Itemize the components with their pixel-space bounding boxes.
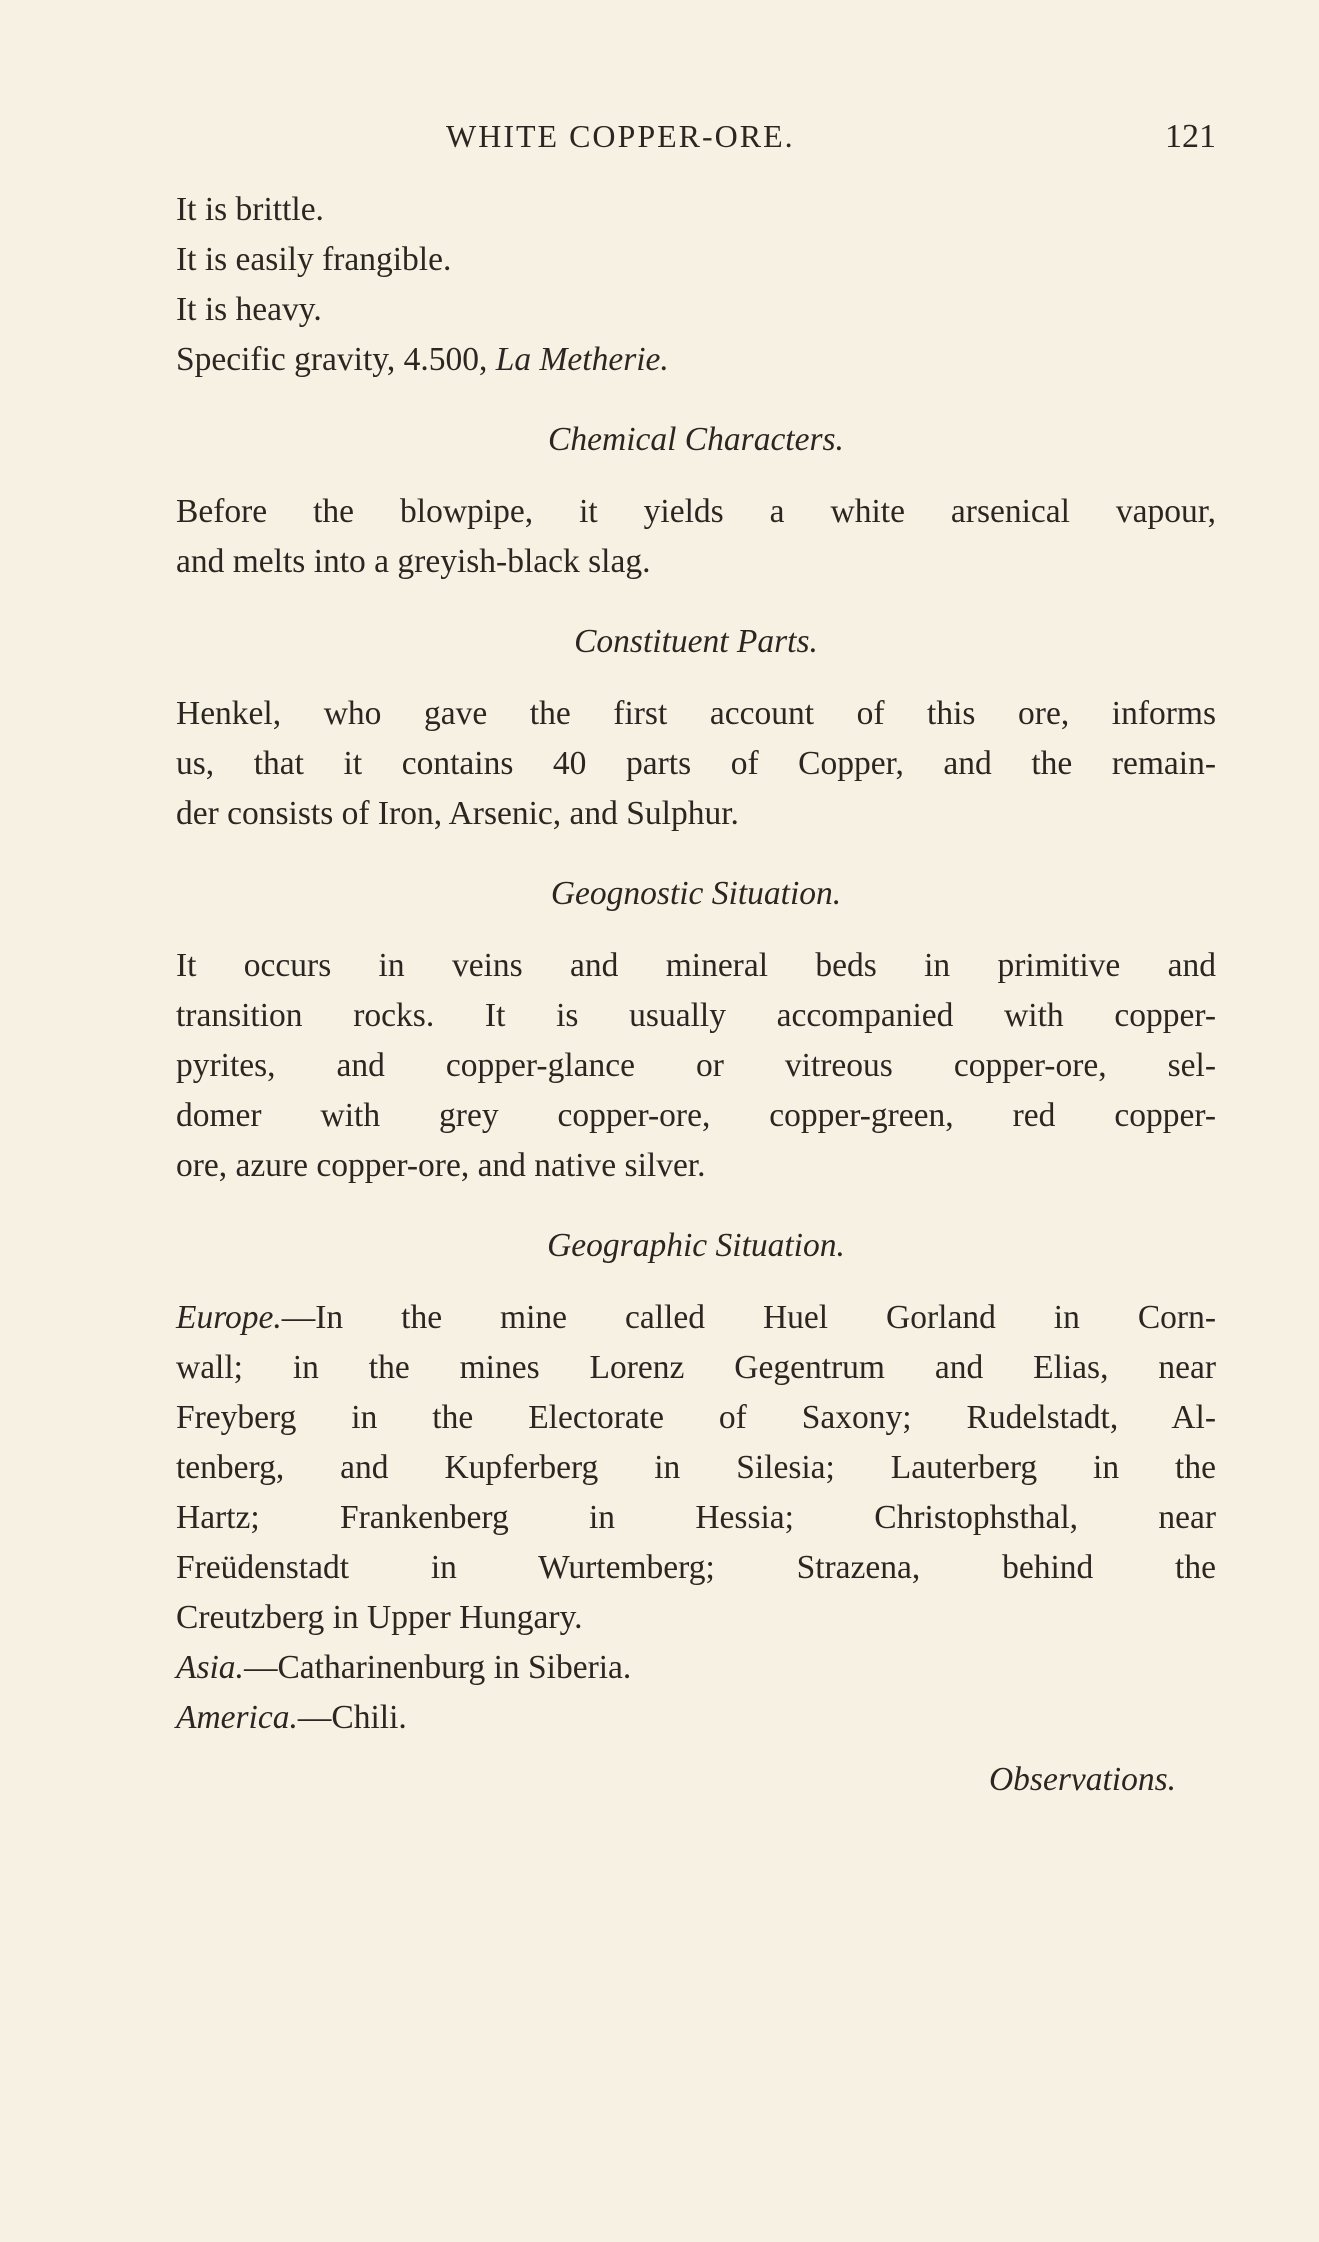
geognostic-line: transition rocks. It is usually accompanied with copper- — [176, 997, 1216, 1034]
chemical-line: Before the blowpipe, it yields a white arsenical vapour, — [176, 493, 1216, 530]
asia-line — [176, 1643, 1216, 1693]
constituent-line: der consists of Iron, Arsenic, and Sulphur. — [176, 795, 739, 832]
section-heading-constituent: Constituent Parts. — [574, 623, 818, 660]
europe-line: tenberg, and Kupferberg in Silesia; Lauterberg in the — [176, 1449, 1216, 1486]
specific-gravity-text: Specific gravity, 4.500, — [176, 341, 496, 378]
constituent-line: Henkel, who gave the first account of this ore, informs — [176, 695, 1216, 732]
geognostic-line: ore, azure copper-ore, and native silver. — [176, 1147, 706, 1184]
section-heading-chemical: Chemical Characters. — [548, 421, 844, 458]
europe-line: Creutzberg in Upper Hungary. — [176, 1599, 583, 1636]
catchword: Observations. — [988, 1761, 1176, 1798]
section-heading-geographic: Geographic Situation. — [547, 1227, 845, 1264]
physical-line: It is brittle. — [176, 191, 324, 228]
running-title: WHITE COPPER-ORE. — [446, 118, 795, 154]
europe-line: Freüdenstadt in Wurtemberg; Strazena, behind the — [176, 1549, 1216, 1586]
geognostic-line: pyrites, and copper-glance or vitreous copper-ore, sel- — [176, 1047, 1216, 1084]
physical-line: It is easily frangible. — [176, 241, 452, 278]
europe-first-text: —In the mine called Huel Gorland in Corn- — [281, 1299, 1216, 1336]
section-heading-geognostic: Geognostic Situation. — [550, 875, 842, 912]
asia-text: —Catharinenburg in Siberia. — [243, 1649, 632, 1686]
chemical-line: and melts into a greyish-black slag. — [176, 543, 651, 580]
america-line — [176, 1693, 1216, 1743]
europe-first-line — [176, 1293, 1216, 1343]
physical-line: It is heavy. — [176, 291, 322, 328]
running-head — [176, 118, 1216, 168]
europe-line: wall; in the mines Lorenz Gegentrum and Elias, near — [176, 1349, 1216, 1386]
geognostic-line: domer with grey copper-ore, copper-green, red copper- — [176, 1097, 1216, 1134]
europe-line: Hartz; Frankenberg in Hessia; Christophsthal, near — [176, 1499, 1216, 1536]
constituent-line: us, that it contains 40 parts of Copper, and the remain- — [176, 745, 1216, 782]
page-number: 121 — [1165, 118, 1216, 155]
specific-gravity-source: La Metherie. — [495, 341, 669, 378]
body-text — [176, 185, 1216, 1805]
europe-label: Europe. — [176, 1299, 282, 1336]
specific-gravity-line — [176, 335, 1216, 385]
europe-line: Freyberg in the Electorate of Saxony; Rudelstadt, Al- — [176, 1399, 1216, 1436]
america-text: —Chili. — [297, 1699, 407, 1736]
asia-label: Asia. — [176, 1649, 244, 1686]
america-label: America. — [176, 1699, 298, 1736]
geognostic-line: It occurs in veins and mineral beds in primitive and — [176, 947, 1216, 984]
